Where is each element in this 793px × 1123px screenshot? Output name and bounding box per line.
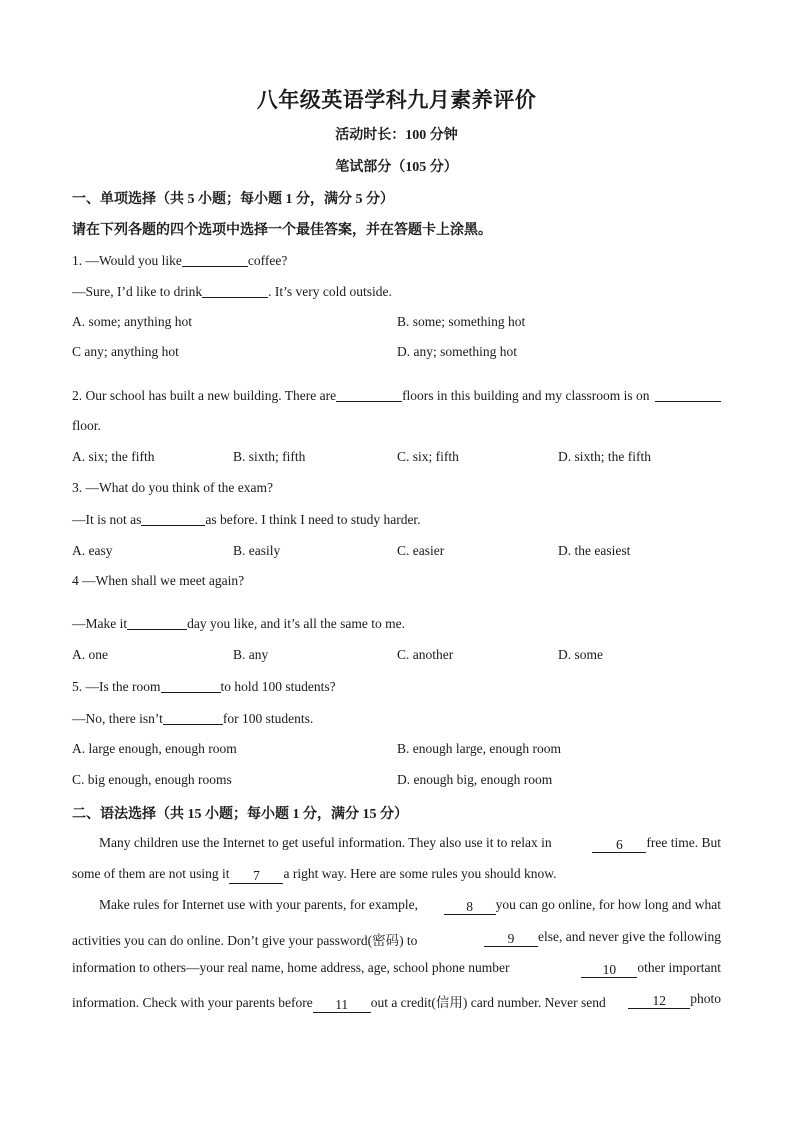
p2l3-text-b: other important (637, 960, 721, 975)
q3-reply-a: —It is not as (72, 512, 142, 527)
p2l4-text-b: out a credit(信用) card number. Never send (370, 995, 606, 1010)
passage-p1-line2 (72, 866, 557, 884)
q2-text-a (72, 387, 650, 404)
q3-option-a: A. easy (72, 543, 113, 558)
p2l2-text-b: else, and never give the following (538, 929, 721, 944)
q5-text-a: 5. —Is the room (72, 679, 161, 694)
q4-option-b: B. any (233, 647, 269, 662)
q2-blank-2 (655, 387, 721, 402)
p1l1-text-b: free time. But (646, 835, 721, 850)
p1l1-text-a: Many children use the Internet to get useful information. They also use it to relax in (99, 835, 552, 850)
q3-blank (141, 511, 205, 526)
section1-instruction: 请在下列各题的四个选项中选择一个最佳答案，并在答题卡上涂黑。 (72, 223, 492, 238)
blank-12: 12 (628, 994, 690, 1009)
blank-8: 8 (444, 900, 496, 915)
q2-option-a: A. six; the fifth (72, 449, 155, 464)
p2l2-text-a: activities you can do online. Don’t give your password(密码) to (72, 933, 418, 948)
section2-heading: 二、语法选择（共 15 小题；每小题 1 分，满分 15 分） (72, 807, 408, 822)
q2-continuation: floor. (72, 418, 101, 433)
p2l4-text-c: photo (690, 991, 721, 1006)
passage-p1-line1 (99, 835, 721, 853)
q5-blank-2 (163, 710, 223, 725)
q1-stem (72, 252, 287, 269)
blank-6: 6 (592, 838, 646, 853)
q4-option-d: D. some (558, 647, 603, 662)
q2-text-a-inner: 2. Our school has built a new building. There are (72, 388, 337, 403)
q1-option-d: D. any; something hot (397, 344, 517, 359)
q5-stem (72, 678, 336, 695)
duration-label: 活动时长：100 分钟 (335, 128, 458, 143)
p2l4-seg2 (628, 991, 721, 1013)
q3-reply (72, 511, 421, 528)
q4-blank (127, 615, 187, 630)
q2-option-c: C. six; fifth (397, 449, 459, 464)
q2-text-b: floors in this building and my classroom is on (402, 388, 650, 403)
part-label: 笔试部分（105 分） (335, 160, 458, 175)
blank-11: 11 (313, 998, 371, 1013)
q3-reply-b: as before. I think I need to study harder. (205, 512, 421, 527)
q2-stem (72, 387, 721, 404)
q5-text-b: to hold 100 students? (220, 679, 336, 694)
q1-blank-1 (182, 252, 248, 267)
q3-option-c: C. easier (397, 543, 445, 558)
p1l2-text-b: a right way. Here are some rules you should know. (283, 866, 557, 881)
q5-reply-a: —No, there isn’t (72, 711, 163, 726)
q5-blank-1 (161, 678, 221, 693)
section1-heading: 一、单项选择（共 5 小题；每小题 1 分，满分 5 分） (72, 192, 394, 207)
q1-reply-b: . It’s very cold outside. (268, 284, 392, 299)
p2l1-blank-group (444, 897, 721, 915)
passage-p2-line2 (72, 929, 721, 949)
q3-option-d: D. the easiest (558, 543, 631, 558)
q5-option-b: B. enough large, enough room (397, 741, 561, 756)
q2-option-b: B. sixth; fifth (233, 449, 306, 464)
q5-option-d: D. enough big, enough room (397, 772, 553, 787)
q1-option-a: A. some; anything hot (72, 314, 192, 329)
p2l1-text-a: Make rules for Internet use with your parents, for example, (99, 897, 419, 912)
q5-reply-b: for 100 students. (222, 711, 314, 726)
passage-p2-line3 (72, 960, 721, 978)
q1-text-a: 1. —Would you like (72, 253, 182, 268)
q3-option-b: B. easily (233, 543, 281, 558)
q1-blank-2 (202, 283, 268, 298)
q5-reply (72, 710, 313, 727)
passage-p2-line1 (99, 897, 721, 915)
q3-stem: 3. —What do you think of the exam? (72, 480, 273, 495)
q4-reply-a: —Make it (72, 616, 128, 631)
q4-option-c: C. another (397, 647, 454, 662)
q1-text-b: coffee? (247, 253, 288, 268)
p2l4-text-a: information. Check with your parents before (72, 995, 313, 1010)
q4-reply-b: day you like, and it’s all the same to me. (187, 616, 405, 631)
q1-option-b: B. some; something hot (397, 314, 526, 329)
blank-7: 7 (229, 869, 283, 884)
passage-p2-line4 (72, 991, 721, 1013)
q4-stem: 4 —When shall we meet again? (72, 573, 245, 588)
p2l1-text-b: you can go online, for how long and what (495, 897, 721, 912)
q5-option-c: C. big enough, enough rooms (72, 772, 232, 787)
q2-blank-1 (336, 387, 402, 402)
q4-reply (72, 615, 405, 632)
p1l1-blank-group (592, 835, 721, 853)
blank-10: 10 (581, 963, 637, 978)
q1-reply (72, 283, 392, 300)
q4-option-a: A. one (72, 647, 108, 662)
p2l2-blank-group (484, 929, 721, 949)
q1-reply-a: —Sure, I’d like to drink (72, 284, 203, 299)
blank-9: 9 (484, 932, 538, 947)
q5-option-a: A. large enough, enough room (72, 741, 237, 756)
p2l3-blank-group (581, 960, 721, 978)
page-title: 八年级英语学科九月素养评价 (256, 88, 537, 112)
p2l3-text-a: information to others—your real name, home address, age, school phone number (72, 960, 510, 975)
p1l2-text-a: some of them are not using it (72, 866, 230, 881)
p2l4-seg1 (72, 991, 606, 1013)
q2-option-d: D. sixth; the fifth (558, 449, 651, 464)
q1-option-c: C any; anything hot (72, 344, 179, 359)
